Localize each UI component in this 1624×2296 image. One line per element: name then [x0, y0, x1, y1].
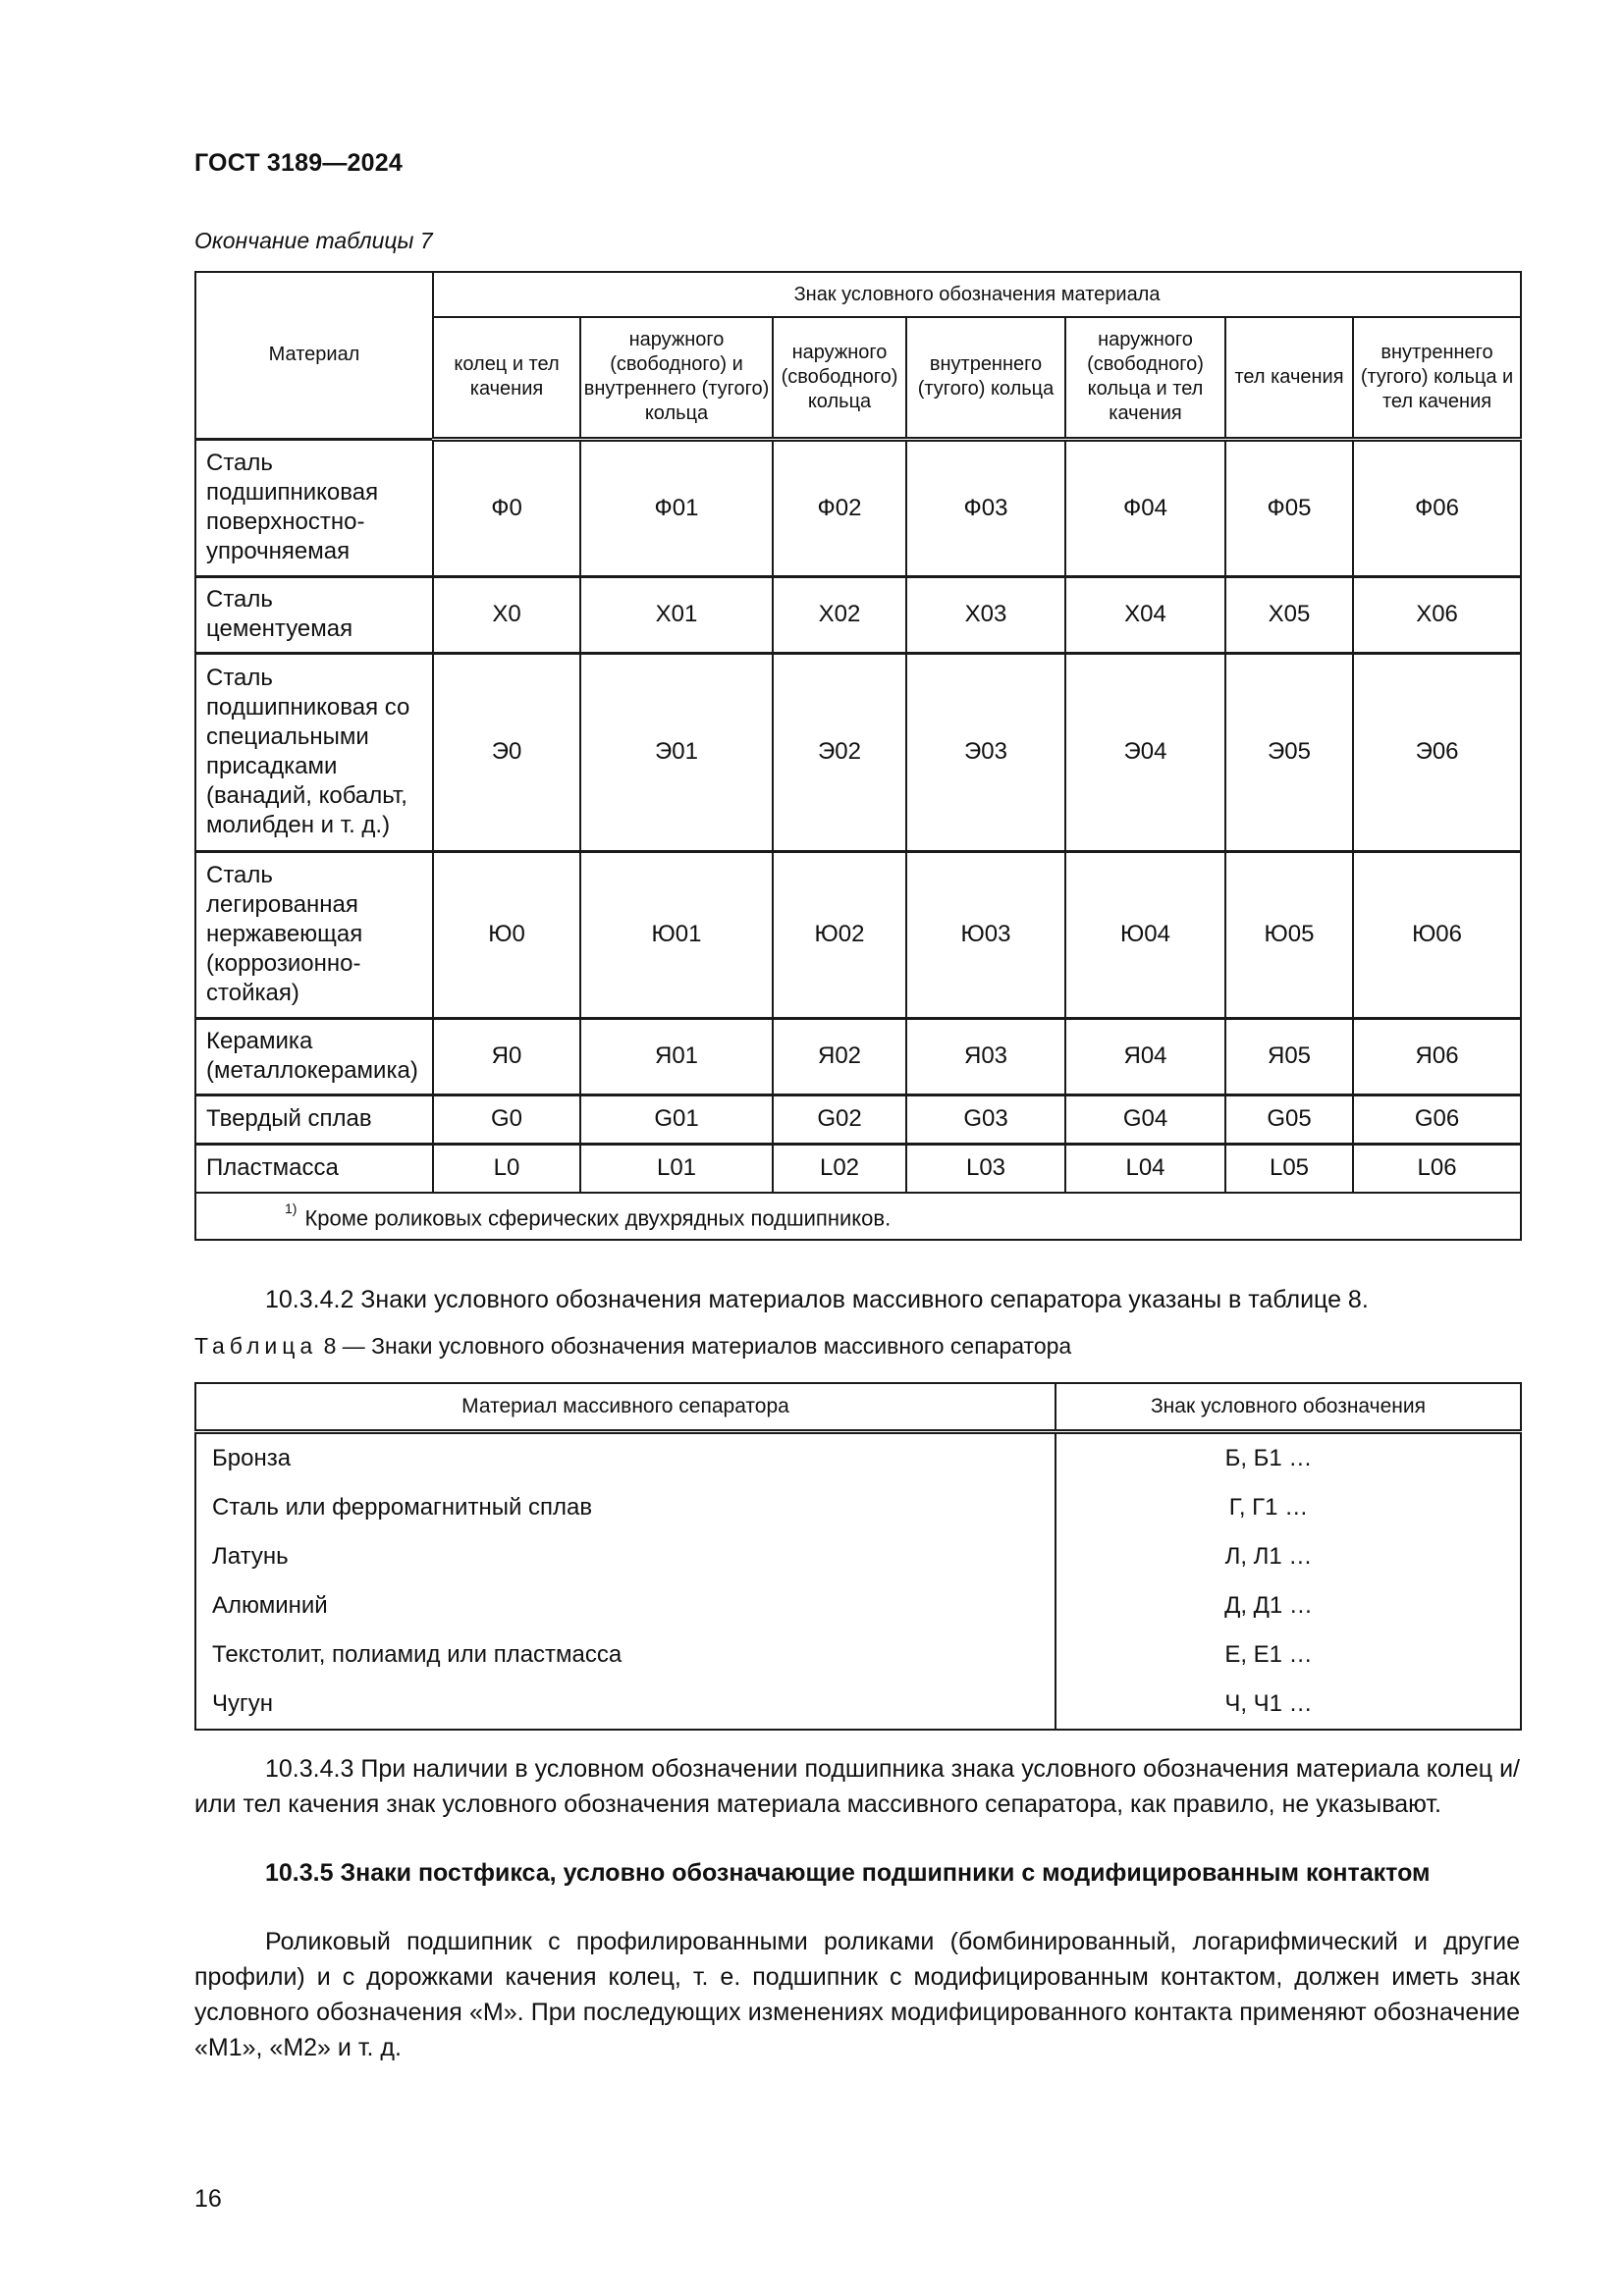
code-cell: Х06 [1353, 576, 1521, 653]
code-cell: Ю0 [433, 851, 580, 1018]
code-cell: Х01 [580, 576, 773, 653]
table-8 [194, 1382, 1522, 1731]
code-cell: Ю05 [1225, 851, 1353, 1018]
code-cell: Ю06 [1353, 851, 1521, 1018]
table8-caption-text: 8 — Знаки условного обозначения материалов массивного сепаратора [323, 1333, 1072, 1359]
paragraph-10-3-4-2: 10.3.4.2 Знаки условного обозначения материалов массивного сепаратора указаны в таблице 8. [265, 1286, 1369, 1313]
code-cell: Я05 [1225, 1018, 1353, 1095]
table7-row [195, 653, 1521, 851]
footnote-mark: 1) [285, 1201, 298, 1216]
code-cell: Я04 [1065, 1018, 1225, 1095]
column-header: внутреннего (тугого) кольца и тел качения [1353, 317, 1521, 439]
material-cell: Сталь подшипниковая со специальными присадками (ванадий, кобальт, молибден и т. д.) [195, 653, 433, 851]
table7-row [195, 1144, 1521, 1193]
table7-caption: Окончание таблицы 7 [194, 228, 433, 253]
table8-row [195, 1532, 1521, 1581]
code-cell: Э03 [906, 653, 1065, 851]
document-header: ГОСТ 3189—2024 [194, 149, 403, 177]
table7-row [195, 576, 1521, 653]
code-cell: L04 [1065, 1144, 1225, 1193]
code-cell: Э02 [773, 653, 906, 851]
separator-material-cell: Бронза [195, 1432, 1056, 1484]
material-header: Материал [195, 272, 433, 439]
material-cell: Твердый сплав [195, 1095, 433, 1144]
material-cell: Сталь подшипниковая поверхностно-упрочняемая [195, 439, 433, 576]
code-cell: Ю03 [906, 851, 1065, 1018]
separator-code-cell: Д, Д1 … [1056, 1581, 1521, 1630]
separator-code-cell: Ч, Ч1 … [1056, 1680, 1521, 1730]
separator-material-cell: Текстолит, полиамид или пластмасса [195, 1630, 1056, 1680]
material-cell: Пластмасса [195, 1144, 433, 1193]
table7-row [195, 851, 1521, 1018]
column-header: наружного (свободного) кольца [773, 317, 906, 439]
table8-row [195, 1483, 1521, 1532]
separator-code-cell: Б, Б1 … [1056, 1432, 1521, 1484]
code-cell: Э01 [580, 653, 773, 851]
separator-material-cell: Чугун [195, 1680, 1056, 1730]
code-cell: Я06 [1353, 1018, 1521, 1095]
material-cell: Сталь цементуемая [195, 576, 433, 653]
paragraph-10-3-4-3: 10.3.4.3 При наличии в условном обозначении подшипника знака условного обозначения материала колец и/или тел качения знак условного обозначения материала массивного сепаратора, как правило, не указывают. [194, 1755, 1520, 1818]
column-header: наружного (свободного) кольца и тел качения [1065, 317, 1225, 439]
code-cell: L0 [433, 1144, 580, 1193]
code-cell: Э0 [433, 653, 580, 851]
code-cell: Э06 [1353, 653, 1521, 851]
separator-code-cell: Е, Е1 … [1056, 1630, 1521, 1680]
code-cell: Ю04 [1065, 851, 1225, 1018]
heading-10-3-5: 10.3.5 Знаки постфикса, условно обозначающие подшипники с модифицированным контактом [265, 1859, 1431, 1887]
table7-footnote [195, 1193, 1521, 1240]
code-cell: L03 [906, 1144, 1065, 1193]
table8-col-material: Материал массивного сепаратора [195, 1383, 1056, 1432]
code-cell: Х04 [1065, 576, 1225, 653]
separator-code-cell: Л, Л1 … [1056, 1532, 1521, 1581]
code-cell: G06 [1353, 1095, 1521, 1144]
table8-col-code: Знак условного обозначения [1056, 1383, 1521, 1432]
material-cell: Сталь легированная нержавеющая (коррозионно-стойкая) [195, 851, 433, 1018]
code-cell: Ю02 [773, 851, 906, 1018]
code-cell: Х02 [773, 576, 906, 653]
code-cell: L06 [1353, 1144, 1521, 1193]
code-cell: Ф03 [906, 439, 1065, 576]
separator-code-cell: Г, Г1 … [1056, 1483, 1521, 1532]
code-cell: L02 [773, 1144, 906, 1193]
column-header: тел качения [1225, 317, 1353, 439]
footnote-text: Кроме роликовых сферических двухрядных подшипников. [304, 1205, 892, 1231]
code-cell: Я0 [433, 1018, 580, 1095]
code-cell: L05 [1225, 1144, 1353, 1193]
separator-material-cell: Сталь или ферромагнитный сплав [195, 1483, 1056, 1532]
code-cell: Ф04 [1065, 439, 1225, 576]
paragraph-10-3-5: Роликовый подшипник с профилированными роликами (бомбинированный, логарифмический и другие профили) и с дорожками качения колец, т. е. подшипник с модифицированным контактом, должен иметь знак условного обозначения «М». При последующих изменениях модифицированного контакта применяют обозначение «М1», «М2» и т. д. [194, 1928, 1520, 2061]
table8-row [195, 1581, 1521, 1630]
separator-material-cell: Алюминий [195, 1581, 1056, 1630]
table8-row [195, 1680, 1521, 1730]
column-header: колец и тел качения [433, 317, 580, 439]
material-cell: Керамика (металлокерамика) [195, 1018, 433, 1095]
table8-caption-label: Таблица [194, 1333, 318, 1359]
code-cell: G03 [906, 1095, 1065, 1144]
code-cell: Я03 [906, 1018, 1065, 1095]
code-cell: Я02 [773, 1018, 906, 1095]
page-number: 16 [194, 2185, 222, 2213]
code-cell: L01 [580, 1144, 773, 1193]
code-cell: Х03 [906, 576, 1065, 653]
code-cell: Ф05 [1225, 439, 1353, 576]
code-cell: Ю01 [580, 851, 773, 1018]
table7-row [195, 1095, 1521, 1144]
column-header: наружного (свободного) и внутреннего (тугого) кольца [580, 317, 773, 439]
table7-row [195, 439, 1521, 576]
table-7 [194, 271, 1522, 1241]
code-cell: G01 [580, 1095, 773, 1144]
code-cell: Ф02 [773, 439, 906, 576]
table8-caption [194, 1333, 1071, 1360]
code-cell: G04 [1065, 1095, 1225, 1144]
separator-material-cell: Латунь [195, 1532, 1056, 1581]
column-header: внутреннего (тугого) кольца [906, 317, 1065, 439]
code-cell: Ф01 [580, 439, 773, 576]
code-cell: Ф06 [1353, 439, 1521, 576]
code-cell: Я01 [580, 1018, 773, 1095]
code-cell: G0 [433, 1095, 580, 1144]
code-cell: Ф0 [433, 439, 580, 576]
table7-row [195, 1018, 1521, 1095]
code-cell: G05 [1225, 1095, 1353, 1144]
code-cell: Х05 [1225, 576, 1353, 653]
table8-row [195, 1630, 1521, 1680]
code-cell: Х0 [433, 576, 580, 653]
table8-row [195, 1432, 1521, 1484]
code-cell: Э04 [1065, 653, 1225, 851]
group-header: Знак условного обозначения материала [433, 272, 1521, 317]
code-cell: Э05 [1225, 653, 1353, 851]
code-cell: G02 [773, 1095, 906, 1144]
